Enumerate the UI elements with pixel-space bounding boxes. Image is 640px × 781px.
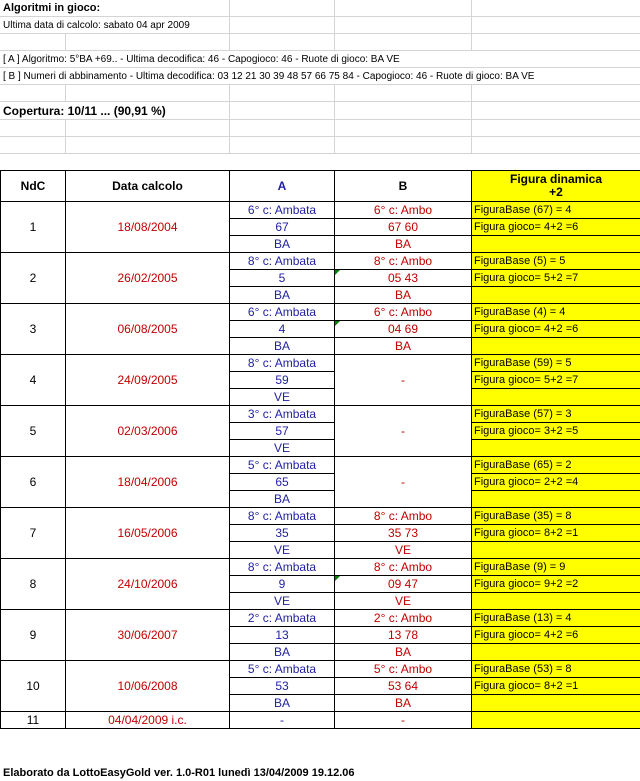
b-cell[interactable]: 2° c: Ambo [335, 610, 472, 627]
b-cell[interactable]: 6° c: Ambo [335, 304, 472, 321]
b-cell[interactable]: - [335, 457, 472, 508]
footer-credit[interactable]: Elaborato da LottoEasyGold ver. 1.0-R01 lunedì 13/04/2009 19.12.06 [3, 767, 355, 779]
figura-cell[interactable] [472, 440, 640, 457]
ndc-cell[interactable]: 9 [1, 610, 66, 661]
a-cell[interactable]: BA [230, 695, 335, 712]
figura-cell[interactable] [472, 542, 640, 559]
ndc-cell[interactable]: 1 [1, 202, 66, 253]
col-header-ndc[interactable]: NdC [1, 171, 66, 202]
table-row [1, 202, 640, 219]
table-row [1, 712, 640, 729]
figura-cell[interactable]: Figura gioco= 8+2 =1 [472, 525, 640, 542]
figura-cell[interactable]: FiguraBase (35) = 8 [472, 508, 640, 525]
figura-cell[interactable]: Figura gioco= 3+2 =5 [472, 423, 640, 440]
figura-cell[interactable]: FiguraBase (9) = 9 [472, 559, 640, 576]
date-cell[interactable]: 10/06/2008 [66, 661, 230, 712]
table-row [1, 355, 640, 372]
algo-b-line[interactable]: [ B ] Numeri di abbinamento - Ultima decodifica: 03 12 21 30 39 48 57 66 75 84 - Capogioco: 46 - Ruote di gioco: BA VE [0, 68, 640, 85]
a-cell[interactable]: VE [230, 542, 335, 559]
blank-row[interactable] [0, 120, 640, 137]
figura-cell[interactable]: Figura gioco= 9+2 =2 [472, 576, 640, 593]
figura-cell[interactable]: Figura gioco= 4+2 =6 [472, 627, 640, 644]
figura-cell[interactable]: FiguraBase (13) = 4 [472, 610, 640, 627]
date-cell[interactable]: 16/05/2006 [66, 508, 230, 559]
b-cell[interactable]: 8° c: Ambo [335, 508, 472, 525]
date-cell[interactable]: 02/03/2006 [66, 406, 230, 457]
blank-row[interactable] [0, 137, 640, 154]
algo-a-line[interactable]: [ A ] Algoritmo: 5°BA +69.. - Ultima decodifica: 46 - Capogioco: 46 - Ruote di gioco: BA VE [0, 51, 640, 68]
last-calc-date[interactable]: Ultima data di calcolo: sabato 04 apr 2009 [0, 17, 640, 34]
a-cell[interactable]: 57 [230, 423, 335, 440]
a-cell[interactable]: 8° c: Ambata [230, 508, 335, 525]
a-cell[interactable]: VE [230, 593, 335, 610]
ndc-cell[interactable]: 8 [1, 559, 66, 610]
a-cell[interactable]: 2° c: Ambata [230, 610, 335, 627]
a-cell[interactable]: 9 [230, 576, 335, 593]
a-cell[interactable]: 8° c: Ambata [230, 253, 335, 270]
ndc-cell[interactable]: 10 [1, 661, 66, 712]
table-row [1, 661, 640, 678]
a-cell[interactable]: 6° c: Ambata [230, 202, 335, 219]
a-cell[interactable]: 5° c: Ambata [230, 457, 335, 474]
figura-cell[interactable] [472, 712, 640, 729]
ndc-cell[interactable]: 7 [1, 508, 66, 559]
a-cell[interactable]: 5 [230, 270, 335, 287]
date-cell[interactable]: 18/08/2004 [66, 202, 230, 253]
a-cell[interactable]: VE [230, 389, 335, 406]
b-cell[interactable]: VE [335, 542, 472, 559]
ndc-cell[interactable]: 5 [1, 406, 66, 457]
col-header-data[interactable]: Data calcolo [66, 171, 230, 202]
b-cell[interactable]: 53 64 [335, 678, 472, 695]
col-header-a[interactable]: A [230, 171, 335, 202]
a-cell[interactable]: BA [230, 287, 335, 304]
b-cell[interactable]: 04 69 [335, 321, 472, 338]
figura-cell[interactable] [472, 389, 640, 406]
table-row [1, 406, 640, 423]
b-cell[interactable]: 05 43 [335, 270, 472, 287]
ndc-cell[interactable]: 3 [1, 304, 66, 355]
figura-cell[interactable]: FiguraBase (65) = 2 [472, 457, 640, 474]
a-cell[interactable]: 4 [230, 321, 335, 338]
ndc-cell[interactable]: 6 [1, 457, 66, 508]
b-cell[interactable]: 8° c: Ambo [335, 253, 472, 270]
table-row [1, 304, 640, 321]
figura-cell[interactable] [472, 236, 640, 253]
copertura-line[interactable]: Copertura: 10/11 ... (90,91 %) [0, 102, 640, 120]
date-cell[interactable]: 06/08/2005 [66, 304, 230, 355]
figura-cell[interactable]: FiguraBase (53) = 8 [472, 661, 640, 678]
figura-cell[interactable]: Figura gioco= 5+2 =7 [472, 270, 640, 287]
ndc-cell[interactable]: 2 [1, 253, 66, 304]
a-cell[interactable]: 13 [230, 627, 335, 644]
figura-cell[interactable] [472, 644, 640, 661]
blank-row[interactable] [0, 34, 640, 51]
blank-row[interactable] [0, 85, 640, 102]
header-area [0, 0, 640, 154]
b-cell[interactable]: BA [335, 695, 472, 712]
b-cell[interactable]: 67 60 [335, 219, 472, 236]
a-cell[interactable]: BA [230, 338, 335, 355]
figura-cell[interactable] [472, 491, 640, 508]
b-cell[interactable]: BA [335, 236, 472, 253]
figura-cell[interactable]: FiguraBase (67) = 4 [472, 202, 640, 219]
a-cell[interactable]: 8° c: Ambata [230, 559, 335, 576]
a-cell[interactable]: 65 [230, 474, 335, 491]
figura-cell[interactable] [472, 695, 640, 712]
figura-cell[interactable] [472, 287, 640, 304]
table-row [1, 610, 640, 627]
date-cell[interactable]: 04/04/2009 i.c. [66, 712, 230, 729]
figura-cell[interactable]: Figura gioco= 4+2 =6 [472, 219, 640, 236]
b-cell[interactable]: - [335, 355, 472, 406]
a-cell[interactable]: VE [230, 440, 335, 457]
b-cell[interactable]: 35 73 [335, 525, 472, 542]
table-row [1, 559, 640, 576]
figura-cell[interactable]: Figura gioco= 2+2 =4 [472, 474, 640, 491]
b-cell[interactable]: - [335, 406, 472, 457]
col-header-b[interactable]: B [335, 171, 472, 202]
a-cell[interactable]: 67 [230, 219, 335, 236]
a-cell[interactable]: 6° c: Ambata [230, 304, 335, 321]
col-header-figura[interactable]: Figura dinamica +2 [472, 171, 640, 202]
figura-cell[interactable]: FiguraBase (5) = 5 [472, 253, 640, 270]
a-cell[interactable]: 53 [230, 678, 335, 695]
results-table [0, 170, 640, 729]
date-cell[interactable]: 18/04/2006 [66, 457, 230, 508]
date-cell[interactable]: 30/06/2007 [66, 610, 230, 661]
b-cell[interactable]: - [335, 712, 472, 729]
a-cell[interactable]: BA [230, 644, 335, 661]
figura-cell[interactable]: Figura gioco= 8+2 =1 [472, 678, 640, 695]
b-cell[interactable]: 8° c: Ambo [335, 559, 472, 576]
figura-cell[interactable] [472, 338, 640, 355]
b-cell[interactable]: BA [335, 644, 472, 661]
date-cell[interactable]: 24/09/2005 [66, 355, 230, 406]
a-cell[interactable]: BA [230, 491, 335, 508]
sheet-title[interactable]: Algoritmi in gioco: [0, 0, 640, 17]
ndc-cell[interactable]: 4 [1, 355, 66, 406]
ndc-cell[interactable]: 11 [1, 712, 66, 729]
a-cell[interactable]: 3° c: Ambata [230, 406, 335, 423]
a-cell[interactable]: - [230, 712, 335, 729]
figura-cell[interactable]: FiguraBase (57) = 3 [472, 406, 640, 423]
table-row [1, 457, 640, 474]
a-cell[interactable]: 5° c: Ambata [230, 661, 335, 678]
date-cell[interactable]: 24/10/2006 [66, 559, 230, 610]
figura-cell[interactable]: FiguraBase (59) = 5 [472, 355, 640, 372]
date-cell[interactable]: 26/02/2005 [66, 253, 230, 304]
a-cell[interactable]: BA [230, 236, 335, 253]
b-cell[interactable]: 13 78 [335, 627, 472, 644]
table-row [1, 253, 640, 270]
figura-cell[interactable]: Figura gioco= 4+2 =6 [472, 321, 640, 338]
b-cell[interactable]: BA [335, 287, 472, 304]
table-row [1, 508, 640, 525]
figura-cell[interactable]: Figura gioco= 5+2 =7 [472, 372, 640, 389]
b-cell[interactable]: BA [335, 338, 472, 355]
b-cell[interactable]: 5° c: Ambo [335, 661, 472, 678]
figura-cell[interactable] [472, 593, 640, 610]
b-cell[interactable]: 6° c: Ambo [335, 202, 472, 219]
a-cell[interactable]: 8° c: Ambata [230, 355, 335, 372]
a-cell[interactable]: 59 [230, 372, 335, 389]
a-cell[interactable]: 35 [230, 525, 335, 542]
b-cell[interactable]: VE [335, 593, 472, 610]
figura-cell[interactable]: FiguraBase (4) = 4 [472, 304, 640, 321]
b-cell[interactable]: 09 47 [335, 576, 472, 593]
